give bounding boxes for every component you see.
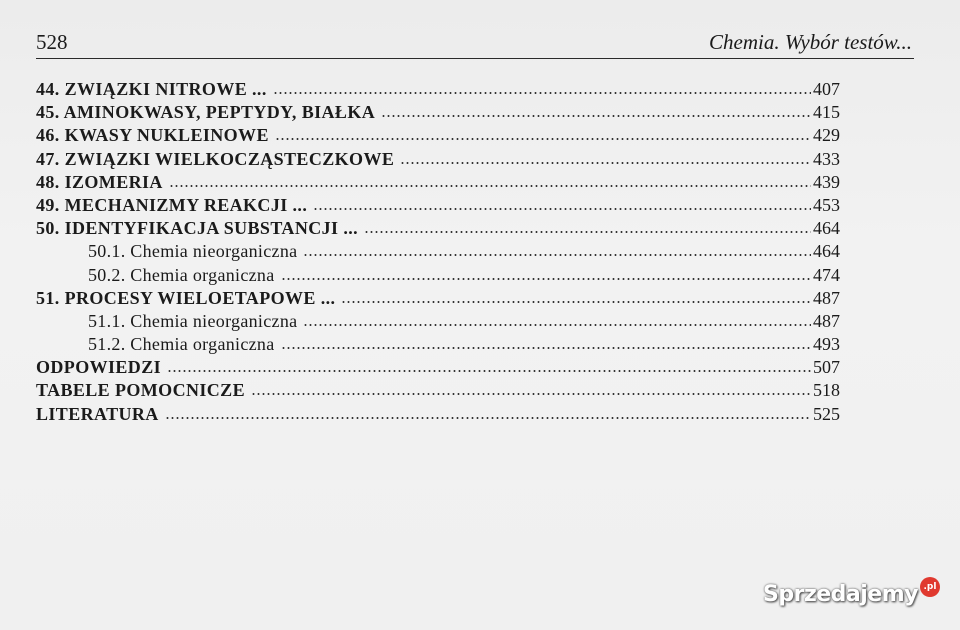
toc-entry-label: 46. KWASY NUKLEINOWE bbox=[36, 125, 269, 146]
toc-entry-label: 50.1. Chemia nieorganiczna bbox=[88, 241, 298, 262]
dot-leader bbox=[273, 91, 811, 95]
toc-entry-label: 48. IZOMERIA bbox=[36, 171, 163, 192]
toc-entry-page: 464 bbox=[813, 218, 840, 239]
dot-leader bbox=[341, 300, 811, 304]
toc-entry-page: 415 bbox=[813, 102, 840, 123]
toc-entry bbox=[36, 356, 840, 379]
table-of-contents bbox=[36, 78, 840, 426]
toc-entry bbox=[36, 333, 840, 356]
dot-leader bbox=[303, 253, 811, 257]
toc-entry bbox=[36, 101, 840, 124]
toc-entry bbox=[36, 240, 840, 263]
toc-entry bbox=[36, 148, 840, 171]
watermark-logo bbox=[763, 578, 940, 610]
toc-entry-label: 51. PROCESY WIELOETAPOWE ... bbox=[36, 287, 336, 308]
toc-entry-label: ODPOWIEDZI bbox=[36, 357, 162, 378]
dot-leader bbox=[281, 277, 811, 281]
dot-leader bbox=[275, 137, 811, 141]
toc-entry-page: 493 bbox=[813, 334, 840, 355]
watermark-badge: .pl bbox=[920, 577, 940, 597]
toc-entry-label: 45. AMINOKWASY, PEPTYDY, BIAŁKA bbox=[36, 102, 376, 123]
dot-leader bbox=[251, 392, 811, 396]
toc-entry-label: 50.2. Chemia organiczna bbox=[88, 264, 275, 285]
dot-leader bbox=[364, 230, 811, 234]
dot-leader bbox=[303, 323, 811, 327]
toc-entry-page: 453 bbox=[813, 194, 840, 215]
toc-entry bbox=[36, 194, 840, 217]
toc-entry-label: 50. IDENTYFIKACJA SUBSTANCJI ... bbox=[36, 218, 359, 239]
watermark-text: Sprzedajemy bbox=[763, 581, 918, 607]
toc-entry-page: 487 bbox=[813, 287, 840, 308]
toc-entry-label: 44. ZWIĄZKI NITROWE ... bbox=[36, 79, 267, 99]
toc-entry bbox=[36, 379, 840, 402]
toc-entry bbox=[36, 171, 840, 194]
page-number: 528 bbox=[36, 30, 68, 54]
toc-entry-page: 429 bbox=[813, 125, 840, 146]
dot-leader bbox=[313, 207, 811, 211]
toc-entry-page: 487 bbox=[813, 310, 840, 331]
dot-leader bbox=[381, 114, 811, 118]
toc-entry bbox=[36, 287, 840, 310]
toc-entry-label: 47. ZWIĄZKI WIELKOCZĄSTECZKOWE bbox=[36, 148, 395, 169]
toc-entry bbox=[36, 310, 840, 333]
toc-entry bbox=[36, 217, 840, 240]
dot-leader bbox=[165, 416, 811, 420]
dot-leader bbox=[167, 369, 811, 373]
dot-leader bbox=[400, 161, 811, 165]
toc-entry-page: 464 bbox=[813, 241, 840, 262]
toc-entry-page: 474 bbox=[813, 264, 840, 285]
running-head bbox=[36, 28, 914, 59]
dot-leader bbox=[281, 346, 811, 350]
toc-entry bbox=[36, 78, 840, 101]
toc-entry-label: 51.1. Chemia nieorganiczna bbox=[88, 310, 298, 331]
toc-entry-page: 439 bbox=[813, 171, 840, 192]
toc-entry-page: 407 bbox=[813, 79, 840, 99]
toc-entry bbox=[36, 403, 840, 426]
toc-entry bbox=[36, 124, 840, 147]
toc-entry-page: 433 bbox=[813, 148, 840, 169]
toc-entry-label: TABELE POMOCNICZE bbox=[36, 380, 245, 401]
toc-entry-label: 51.2. Chemia organiczna bbox=[88, 334, 275, 355]
dot-leader bbox=[169, 184, 811, 188]
toc-entry-page: 525 bbox=[813, 403, 840, 424]
toc-entry-label: LITERATURA bbox=[36, 403, 159, 424]
toc-entry-page: 507 bbox=[813, 357, 840, 378]
toc-entry bbox=[36, 264, 840, 287]
book-title: Chemia. Wybór testów... bbox=[709, 30, 912, 54]
toc-entry-page: 518 bbox=[813, 380, 840, 401]
toc-entry-label: 49. MECHANIZMY REAKCJI ... bbox=[36, 194, 308, 215]
